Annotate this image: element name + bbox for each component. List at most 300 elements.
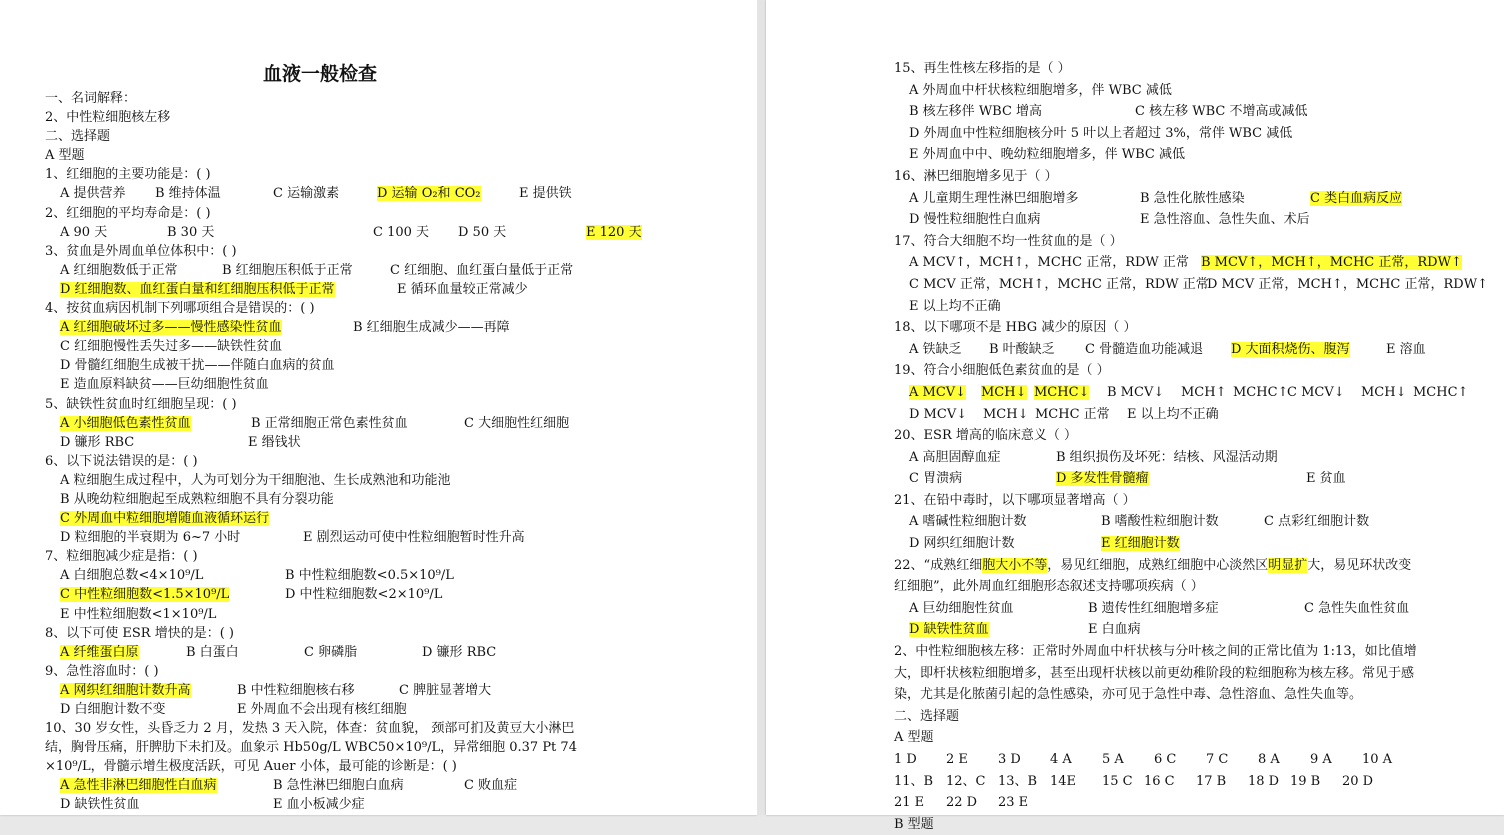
segment-cell: [909, 296, 1001, 318]
text-segment: B 红细胞生成减少——再障: [353, 320, 510, 336]
text-line: [894, 447, 1484, 469]
text-segment: E 溶血: [1386, 341, 1426, 357]
segment-cell: [60, 585, 285, 604]
text-segment: C 核左移 WBC 不增高或减低: [1135, 104, 1308, 120]
segment-cell: [1085, 339, 1231, 361]
text-segment: 8 A: [1258, 752, 1280, 767]
text-segment: MCH↓: [983, 406, 1029, 422]
text-segment: A 外周血中杆状核粒细胞增多，伴 WBC 减低: [909, 82, 1172, 98]
text-segment: B 叶酸缺乏: [989, 341, 1055, 357]
text-line: [894, 252, 1484, 274]
text-segment: MCHC↑: [1413, 384, 1469, 400]
highlighted-answer: D 缺铁性贫血: [909, 622, 989, 638]
segment-cell: [909, 447, 1056, 469]
text-segment: 2、红细胞的平均寿命是：( ): [45, 205, 211, 221]
segment-cell: [422, 643, 496, 662]
highlighted-answer: A 急性非淋巴细胞性白血病: [60, 778, 217, 794]
text-segment: C MCV 正常，MCH↑，MCHC 正常，RDW 正常: [909, 276, 1209, 292]
text-segment: 3、贫血是外周血单位体积中：( ): [45, 243, 237, 259]
text-segment: 4、按贫血病因机制下列哪项组合是错误的：( ): [45, 301, 315, 317]
text-segment: E 缗钱状: [248, 434, 301, 450]
text-segment: 1、红细胞的主要功能是：( ): [45, 167, 211, 183]
highlighted-answer: MCH↓: [981, 384, 1027, 400]
segment-cell: [45, 242, 237, 261]
text-line: [45, 585, 745, 604]
segment-cell: [399, 681, 491, 700]
text-segment: C 红细胞慢性丢失过多——缺铁性贫血: [60, 339, 283, 355]
text-segment: C MCV↓: [1287, 384, 1345, 400]
text-segment: D 骨髓红细胞生成被干扰——伴随白血病的贫血: [60, 358, 335, 374]
text-line: [45, 299, 745, 318]
segment-cell: [989, 339, 1085, 361]
text-segment: 二、选择题: [45, 129, 111, 145]
text-segment: 大，即杆状核粒细胞增多，甚至出现杆状核以前更幼稚阶段的粒细胞称为核左移。常见于感: [894, 665, 1415, 681]
text-segment: 12、C: [946, 773, 986, 789]
segment-cell: [1056, 468, 1306, 490]
segment-cell: [60, 261, 222, 280]
text-segment: MCH↑: [1181, 384, 1227, 400]
segment-cell: [894, 749, 946, 771]
highlighted-answer: B MCV↑，MCH↑，MCHC 正常，RDW↑: [1201, 255, 1462, 271]
segment-cell: [909, 188, 1140, 210]
segment-cell: [1362, 749, 1392, 771]
segment-cell: [45, 452, 198, 471]
text-segment: A 白细胞总数<4×10⁹/L: [60, 568, 204, 584]
segment-cell: [397, 280, 528, 299]
text-line: [45, 776, 745, 795]
text-segment: 结，胸骨压痛，肝脾肋下未扪及。血象示 Hb50g/L WBC50×10⁹/L，异常细胞 0.37 Pt 74: [45, 740, 577, 756]
highlighted-answer: C 中性粒细胞数<1.5×10⁹/L: [60, 587, 230, 603]
text-segment: D 粒细胞的半衰期为 6~7 小时: [60, 530, 241, 546]
text-line: [894, 749, 1484, 771]
segment-cell: [60, 433, 248, 452]
text-line: [45, 700, 745, 719]
text-segment: 19 B: [1290, 773, 1321, 789]
segment-cell: [1306, 468, 1346, 490]
highlighted-answer: D 多发性骨髓瘤: [1056, 471, 1149, 487]
text-segment: B MCV↓: [1107, 384, 1165, 400]
text-segment: A 儿童期生理性淋巴细胞增多: [909, 190, 1079, 206]
text-segment: MCH↓: [1361, 384, 1407, 400]
text-segment: C 100 天: [373, 224, 430, 240]
text-segment: 二、选择题: [894, 708, 960, 724]
highlighted-answer: C 类白血病反应: [1310, 190, 1403, 206]
text-segment: C 卵磷脂: [304, 644, 358, 660]
text-segment: 22 D: [946, 795, 978, 811]
segment-cell: [1140, 209, 1310, 231]
segment-cell: [373, 223, 458, 242]
segment-cell: [909, 382, 981, 404]
highlighted-answer: E 120 天: [586, 224, 642, 240]
text-segment: E 提供铁: [519, 186, 572, 202]
segment-cell: [1101, 511, 1264, 533]
text-segment: 10 A: [1362, 752, 1393, 767]
text-segment: 5、缺铁性贫血时红细胞呈现：( ): [45, 396, 237, 412]
text-segment: 15 C: [1102, 773, 1133, 789]
segment-cell: [1304, 598, 1409, 620]
text-segment: C 败血症: [464, 778, 518, 794]
segment-cell: [981, 382, 1034, 404]
segment-cell: [909, 511, 1101, 533]
segment-cell: [167, 223, 373, 242]
text-line: [45, 165, 745, 184]
segment-cell: [1207, 274, 1488, 296]
text-line: [894, 619, 1484, 641]
segment-cell: [237, 681, 399, 700]
text-line: [894, 468, 1484, 490]
segment-cell: [45, 662, 159, 681]
segment-cell: [1135, 101, 1307, 123]
segment-cell: [1050, 749, 1102, 771]
segment-cell: [60, 375, 269, 394]
segment-cell: [45, 757, 457, 776]
highlighted-answer: A 小细胞低色素性贫血: [60, 415, 191, 431]
segment-cell: [1231, 339, 1386, 361]
text-line: [45, 757, 745, 776]
highlighted-answer: A MCV↓: [909, 384, 967, 400]
text-segment: D 网织红细胞计数: [909, 536, 1015, 552]
text-line: [894, 533, 1484, 555]
text-segment: 3 D: [998, 752, 1021, 767]
text-segment: 21、在铅中毒时，以下哪项显著增高（ ）: [894, 492, 1136, 508]
text-segment: 20、ESR 增高的临床意义（ ）: [894, 428, 1077, 444]
text-segment: E 中性粒细胞数<1×10⁹/L: [60, 606, 217, 622]
segment-cell: [1056, 447, 1278, 469]
segment-cell: [45, 89, 136, 108]
text-segment: E 急性溶血、急性失血、术后: [1140, 212, 1310, 228]
segment-cell: [586, 223, 642, 242]
text-segment: A 巨幼细胞性贫血: [909, 600, 1014, 616]
segment-cell: [60, 528, 303, 547]
text-line: [894, 144, 1484, 166]
segment-cell: [60, 337, 282, 356]
segment-cell: [998, 771, 1050, 793]
text-line: [894, 555, 1484, 577]
text-line: [45, 509, 745, 528]
text-segment: B 维持体温: [155, 186, 221, 202]
segment-cell: [1206, 749, 1258, 771]
segment-cell: [894, 814, 934, 835]
text-line: [45, 146, 745, 165]
text-segment: B 红细胞压积低于正常: [222, 262, 353, 278]
text-segment: 6、以下说法错误的是：( ): [45, 453, 198, 469]
text-segment: A 粒细胞生成过程中，人为可划分为干细胞池、生长成熟池和功能池: [60, 472, 451, 488]
segment-cell: [1047, 555, 1268, 577]
segment-cell: [946, 792, 998, 814]
text-segment: 2、中性粒细胞核左移：正常时外周血中杆状核与分叶核之间的正常比值为 1:13，如比值增: [894, 644, 1417, 660]
text-line: [45, 184, 745, 203]
text-segment: 红细胞”，此外周血红细胞形态叙述支持哪项疾病（ ）: [894, 579, 1204, 595]
text-segment: E 白血病: [1088, 622, 1141, 638]
text-segment: 大，易见环状改变: [1307, 557, 1412, 573]
text-line: [45, 337, 745, 356]
text-segment: 16、淋巴细胞增多见于（ ）: [894, 168, 1058, 184]
segment-cell: [45, 146, 85, 165]
text-segment: A 铁缺乏: [909, 341, 962, 357]
highlighted-answer: A 网织红细胞计数升高: [60, 682, 191, 698]
segment-cell: [60, 700, 237, 719]
text-segment: E 贫血: [1306, 471, 1346, 487]
segment-cell: [983, 404, 1035, 426]
text-line: [894, 58, 1484, 80]
segment-cell: [909, 209, 1140, 231]
text-segment: C 急性失血性贫血: [1304, 600, 1410, 616]
segment-cell: [45, 395, 237, 414]
segment-cell: [1050, 771, 1102, 793]
text-segment: B 急性淋巴细胞白血病: [273, 778, 404, 794]
segment-cell: [60, 318, 353, 337]
text-line: [894, 511, 1484, 533]
segment-cell: [1258, 749, 1310, 771]
text-segment: 18、以下哪项不是 HBG 减少的原因（ ）: [894, 320, 1137, 336]
segment-cell: [1361, 382, 1413, 404]
text-line: [894, 188, 1484, 210]
highlighted-answer: 胞大小不等: [982, 557, 1048, 573]
text-line: [45, 375, 745, 394]
segment-cell: [60, 795, 273, 814]
segment-cell: [60, 681, 237, 700]
segment-cell: [1342, 771, 1373, 793]
segment-cell: [303, 528, 525, 547]
text-segment: D 慢性粒细胞性白血病: [909, 212, 1041, 228]
segment-cell: [894, 706, 959, 728]
segment-cell: [894, 555, 982, 577]
segment-cell: [1287, 382, 1361, 404]
segment-cell: [248, 433, 301, 452]
text-line: [45, 433, 745, 452]
segment-cell: [273, 776, 464, 795]
text-segment: 10、30 岁女性，头昏乏力 2 月，发热 3 天入院，体查：贫血貌， 颈部可扪及黄豆大小淋巴: [45, 721, 575, 737]
segment-cell: [60, 184, 155, 203]
text-segment: 21 E: [894, 795, 925, 811]
segment-cell: [998, 792, 1028, 814]
segment-cell: [894, 792, 946, 814]
text-line: [45, 719, 745, 738]
segment-cell: [1102, 749, 1154, 771]
page-gutter: [757, 0, 766, 815]
text-line: [894, 425, 1484, 447]
text-line: [894, 792, 1484, 814]
highlighted-answer: C 外周血中粒细胞增随血液循环运行: [60, 511, 270, 527]
segment-cell: [390, 261, 573, 280]
text-segment: C 胃溃病: [909, 471, 963, 487]
segment-cell: [1102, 771, 1144, 793]
segment-cell: [894, 317, 1136, 339]
text-line: [894, 101, 1484, 123]
highlighted-answer: E 红细胞计数: [1101, 536, 1180, 552]
segment-cell: [1307, 555, 1411, 577]
segment-cell: [909, 252, 1201, 274]
text-line: [894, 209, 1484, 231]
text-line: [45, 643, 745, 662]
segment-cell: [1248, 771, 1290, 793]
segment-cell: [304, 643, 422, 662]
text-line: [894, 80, 1484, 102]
text-segment: 23 E: [998, 795, 1029, 811]
segment-cell: [377, 184, 519, 203]
segment-cell: [1181, 382, 1233, 404]
segment-cell: [1144, 771, 1196, 793]
text-line: [45, 127, 745, 146]
text-line: [894, 663, 1484, 685]
text-line: [894, 339, 1484, 361]
segment-cell: [998, 749, 1050, 771]
segment-cell: [458, 223, 586, 242]
segment-cell: [60, 471, 451, 490]
text-segment: 8、以下可使 ESR 增快的是：( ): [45, 625, 234, 641]
text-line: [894, 317, 1484, 339]
segment-cell: [186, 643, 304, 662]
text-segment: C 骨髓造血功能减退: [1085, 341, 1204, 357]
segment-cell: [45, 299, 315, 318]
segment-cell: [982, 555, 1047, 577]
text-segment: MCHC 正常: [1035, 406, 1110, 422]
segment-cell: [464, 414, 569, 433]
text-segment: B 型题: [894, 816, 934, 832]
text-line: [45, 624, 745, 643]
text-segment: B 中性粒细胞核右移: [237, 682, 355, 698]
segment-cell: [1088, 619, 1141, 641]
segment-cell: [60, 280, 397, 299]
segment-cell: [909, 598, 1088, 620]
left-text-lines: [45, 89, 745, 815]
text-line: [894, 771, 1484, 793]
text-line: [45, 471, 745, 490]
segment-cell: [894, 58, 1071, 80]
highlighted-answer: MCHC↓: [1034, 384, 1090, 400]
text-line: [45, 738, 745, 757]
segment-cell: [1196, 771, 1248, 793]
segment-cell: [909, 101, 1135, 123]
text-segment: A 高胆固醇血症: [909, 449, 1001, 465]
segment-cell: [1127, 404, 1219, 426]
text-segment: A 红细胞数低于正常: [60, 262, 178, 278]
text-segment: D 缺铁性贫血: [60, 797, 140, 813]
segment-cell: [1107, 382, 1181, 404]
text-line: [45, 318, 745, 337]
segment-cell: [894, 166, 1058, 188]
text-segment: 11、B: [894, 773, 934, 789]
text-line: [45, 414, 745, 433]
text-segment: 9、急性溶血时：( ): [45, 663, 159, 679]
text-segment: 19、符合小细胞低色素贫血的是（ ）: [894, 363, 1110, 379]
segment-cell: [60, 223, 167, 242]
text-line: [894, 404, 1484, 426]
document-page-left: [0, 0, 757, 815]
segment-cell: [1154, 749, 1206, 771]
text-segment: B 遗传性红细胞增多症: [1088, 600, 1219, 616]
segment-cell: [1233, 382, 1287, 404]
segment-cell: [60, 643, 186, 662]
text-segment: C 大细胞性红细胞: [464, 415, 570, 431]
text-line: [894, 166, 1484, 188]
text-segment: 22、“成熟红细: [894, 557, 983, 573]
segment-cell: [909, 144, 1185, 166]
document-title: 血液一般检查: [262, 63, 377, 85]
text-line: [894, 814, 1484, 835]
text-segment: 6 C: [1154, 752, 1177, 767]
text-line: [45, 452, 745, 471]
page-left-content: [45, 59, 745, 815]
segment-cell: [909, 533, 1101, 555]
segment-cell: [894, 425, 1077, 447]
right-text-lines: [894, 58, 1488, 835]
segment-cell: [45, 108, 170, 127]
text-segment: C 红细胞、血红蛋白量低于正常: [390, 262, 574, 278]
text-line: [45, 242, 745, 261]
segment-cell: [1310, 188, 1402, 210]
text-segment: A 嗜碱性粒细胞计数: [909, 514, 1027, 530]
segment-cell: [237, 700, 407, 719]
highlighted-answer: A 红细胞破坏过多——慢性感染性贫血: [60, 320, 282, 336]
text-segment: E 以上均不正确: [1127, 406, 1219, 422]
text-line: [45, 566, 745, 585]
text-line: [45, 547, 745, 566]
text-line: [45, 662, 745, 681]
segment-cell: [1290, 771, 1342, 793]
text-segment: A 提供营养: [60, 186, 126, 202]
text-line: [45, 356, 745, 375]
segment-cell: [45, 204, 211, 223]
text-segment: A 90 天: [60, 224, 108, 240]
text-segment: ×10⁹/L，骨髓示增生极度活跃，可见 Auer 小体，最可能的诊断是：( ): [45, 759, 457, 775]
text-line: [894, 727, 1484, 749]
segment-cell: [1088, 598, 1304, 620]
segment-cell: [894, 576, 1204, 598]
text-line: [894, 490, 1484, 512]
text-segment: 2 E: [946, 752, 968, 767]
text-segment: 13、B: [998, 773, 1038, 789]
text-segment: 1 D: [894, 752, 917, 767]
text-segment: 17、符合大细胞不均一性贫血的是（ ）: [894, 233, 1123, 249]
segment-cell: [353, 318, 510, 337]
segment-cell: [894, 231, 1123, 253]
text-segment: C 点彩红细胞计数: [1264, 514, 1370, 530]
segment-cell: [60, 356, 335, 375]
text-segment: B 正常细胞正常色素性贫血: [251, 415, 408, 431]
text-segment: E 外周血不会出现有核红细胞: [237, 702, 407, 717]
text-segment: 7 C: [1206, 752, 1229, 767]
text-line: [45, 108, 745, 127]
text-line: [894, 641, 1484, 663]
text-line: [894, 706, 1484, 728]
text-line: [894, 231, 1484, 253]
segment-cell: [222, 261, 390, 280]
text-segment: 17 B: [1196, 773, 1227, 789]
text-segment: D 镰形 RBC: [422, 644, 497, 660]
segment-cell: [894, 771, 946, 793]
text-line: [45, 681, 745, 700]
text-segment: 15、再生性核左移指的是（ ）: [894, 61, 1071, 76]
segment-cell: [1310, 749, 1362, 771]
text-segment: ，易见红细胞，成熟红细胞中心淡然区: [1047, 557, 1269, 573]
highlighted-answer: D 红细胞数、血红蛋白量和红细胞压积低于正常: [60, 281, 335, 297]
text-segment: C 脾脏显著增大: [399, 682, 492, 698]
text-segment: B 嗜酸性粒细胞计数: [1101, 514, 1219, 530]
text-segment: B 组织损伤及坏死：结核、风湿活动期: [1056, 449, 1278, 465]
segment-cell: [464, 776, 517, 795]
segment-cell: [1413, 382, 1468, 404]
segment-cell: [909, 468, 1056, 490]
text-segment: 4 A: [1050, 752, 1072, 767]
text-line: [45, 490, 745, 509]
segment-cell: [45, 738, 577, 757]
text-line: [45, 528, 745, 547]
segment-cell: [909, 339, 989, 361]
segment-cell: [60, 490, 334, 509]
segment-cell: [60, 776, 273, 795]
text-segment: 16 C: [1144, 773, 1175, 789]
